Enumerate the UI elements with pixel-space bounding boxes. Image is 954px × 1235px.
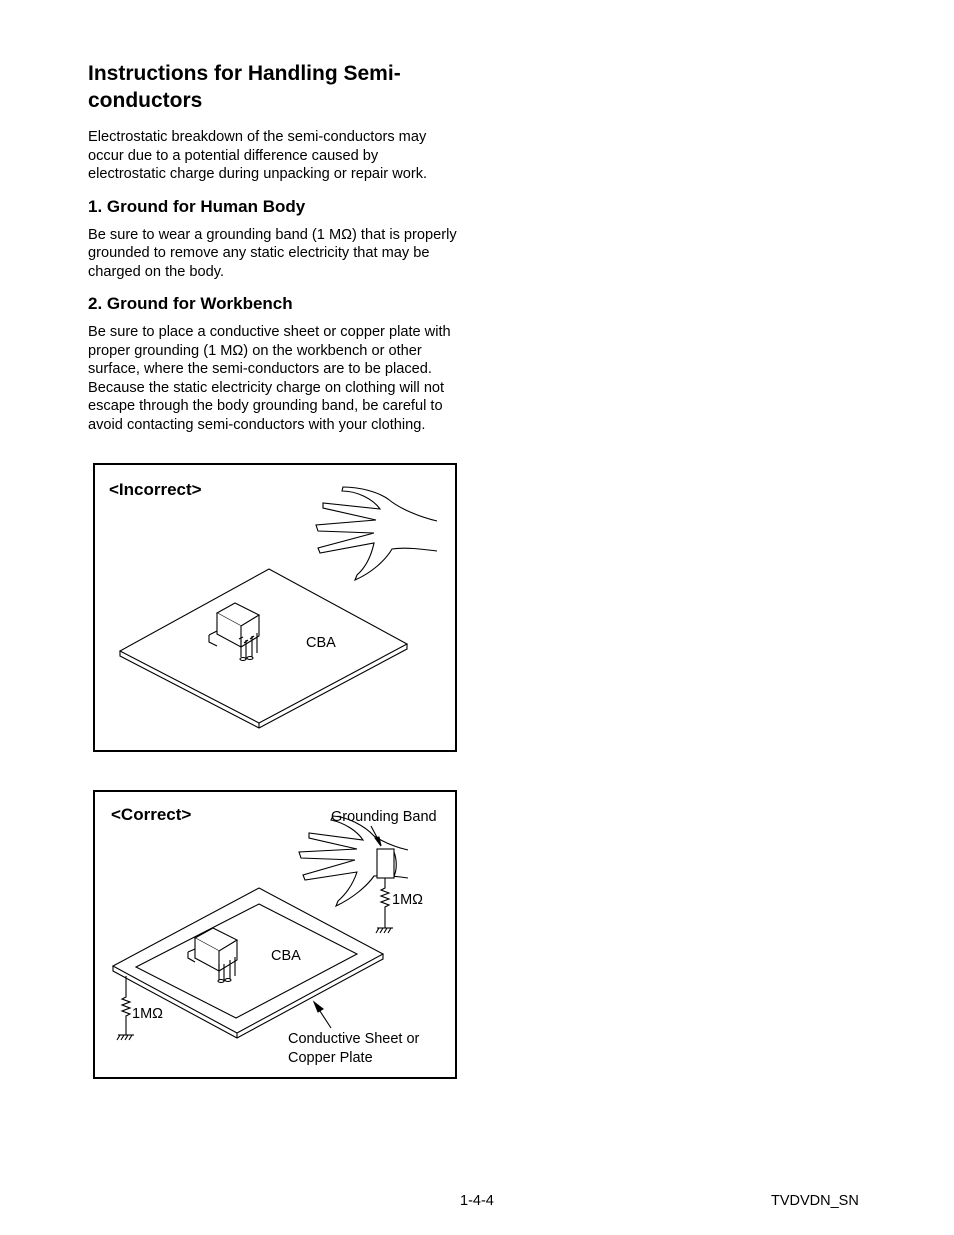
incorrect-label: <Incorrect> (109, 480, 202, 499)
doc-code: TVDVDN_SN (771, 1193, 859, 1209)
ground-symbol-icon (117, 1035, 134, 1040)
intro-paragraph: Electrostatic breakdown of the semi-conductors may occur due to a potential difference caused by electrostatic charge during unpacking or repair work. (88, 129, 428, 182)
sheet-resistor-icon (122, 976, 130, 1035)
section-body-human-body: Be sure to wear a grounding band (1 MΩ) that is properly grounded to remove any static electricity that may be charged on the body. (88, 226, 457, 280)
page-number: 1-4-4 (460, 1193, 494, 1209)
section-body-workbench: Be sure to place a conductive sheet or copper plate with proper grounding (1 MΩ) on the workbench or other surface, where the semi-conductors are to be placed. Because the static electricity charge on clothing will not escape through the body grounding band, be careful to avoid contacting semi-conductors with your clothing. (88, 324, 451, 433)
sheet-label-line1: Conductive Sheet or (288, 1031, 420, 1047)
sheet-resistor-label: 1MΩ (132, 1006, 163, 1022)
page-title: Instructions for Handling Semi-conductors (88, 62, 401, 112)
circuit-board-icon (120, 569, 407, 728)
correct-cba-label: CBA (271, 948, 301, 964)
band-resistor-icon (381, 878, 389, 928)
text-column (88, 60, 460, 434)
correct-label: <Correct> (111, 805, 192, 824)
section-heading-human-body: 1. Ground for Human Body (88, 196, 306, 216)
hand-icon (316, 487, 437, 580)
section-heading-workbench: 2. Ground for Workbench (88, 294, 293, 313)
band-resistor-label: 1MΩ (392, 892, 423, 908)
figure-incorrect (93, 463, 457, 752)
figure-correct (93, 790, 457, 1079)
incorrect-cba-label: CBA (306, 635, 336, 651)
grounding-band-label: Grounding Band (331, 809, 437, 825)
ground-symbol-icon (376, 928, 393, 933)
sheet-label-line2: Copper Plate (288, 1050, 373, 1066)
grounding-band-icon (377, 849, 396, 878)
incorrect-diagram (95, 465, 455, 750)
